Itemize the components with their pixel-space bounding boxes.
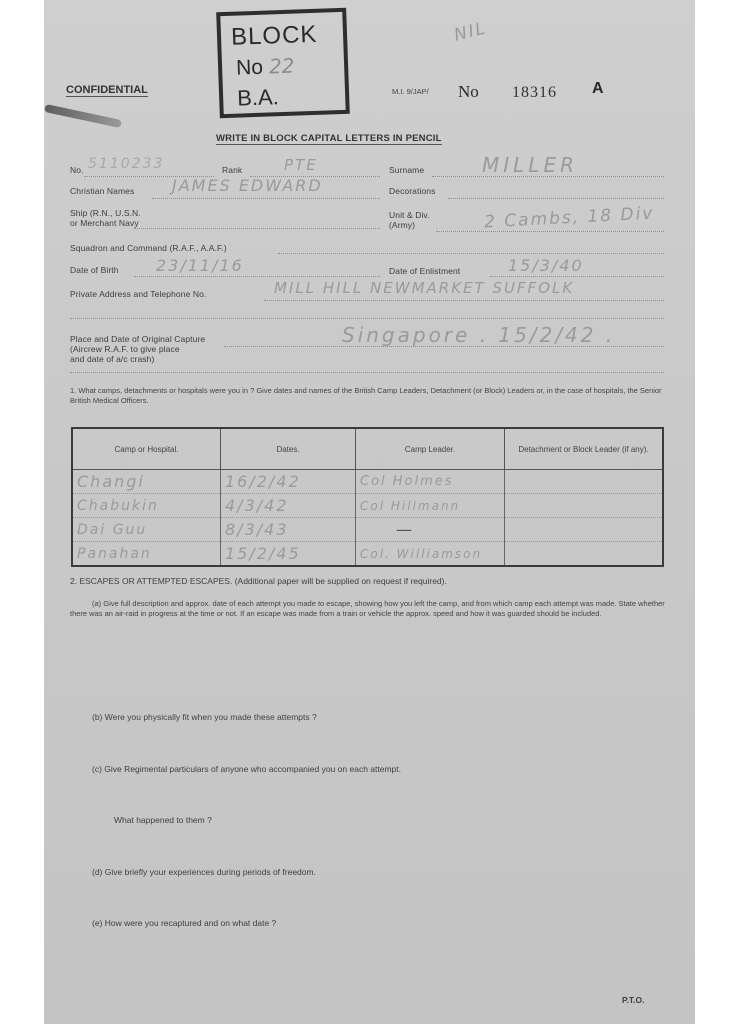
address-value: MILL HILL NEWMARKET SUFFOLK xyxy=(274,279,575,297)
col-camp-header: Camp or Hospital. xyxy=(72,428,221,470)
detachment-cell xyxy=(505,518,664,542)
question-2d: (d) Give briefly your experiences during periods of freedom. xyxy=(92,867,316,877)
leader-cell: — xyxy=(356,518,505,542)
block-stamp xyxy=(216,8,350,118)
surname-label: Surname xyxy=(389,165,425,175)
address-label: Private Address and Telephone No. xyxy=(70,289,207,299)
col-detachment-header: Detachment or Block Leader (if any). xyxy=(505,428,664,470)
unit-value: 2 Cambs, 18 Div xyxy=(483,203,655,233)
pto-label: P.T.O. xyxy=(622,995,645,1005)
paper-clip xyxy=(44,104,122,128)
leader-cell: Col Holmes xyxy=(356,470,505,494)
camp-cell: Panahan xyxy=(72,542,221,567)
no-label: No. xyxy=(70,165,84,175)
stamp-no-label: No xyxy=(235,55,264,80)
detachment-cell xyxy=(505,494,664,518)
camp-cell: Chabukin xyxy=(72,494,221,518)
camp-cell: Changi xyxy=(72,470,221,494)
table-row xyxy=(72,494,663,518)
stamp-block-number: 22 xyxy=(268,53,295,79)
christian-names-label: Christian Names xyxy=(70,186,135,196)
dates-cell: 15/2/45 xyxy=(221,542,356,567)
question-2a: (a) Give full description and approx. date of each attempt you made to escape, showing how you left the camp, and from which camp each attempt was made. State whether there was an air-raid in progress at the time or not. If an escape was made from a train or vehicle the approx. speed and how it was guarded should be included. xyxy=(70,599,665,618)
rank-label: Rank xyxy=(222,165,243,175)
camps-table xyxy=(71,427,664,567)
question-2c: (c) Give Regimental particulars of anyone who accompanied you on each attempt. xyxy=(92,764,401,774)
question-2c-followup: What happened to them ? xyxy=(114,815,212,825)
dates-cell: 16/2/42 xyxy=(221,470,356,494)
leader-cell: Col. Williamson xyxy=(356,542,505,567)
rank-value: PTE xyxy=(284,156,318,174)
capture-value: Singapore . 15/2/42 . xyxy=(342,323,616,347)
detachment-cell xyxy=(505,470,664,494)
question-1: 1. What camps, detachments or hospitals were you in ? Give dates and names of the British Camp Leaders, Detachment (or Block) Leaders or, in the case of hospitals, the Senior British Medical Officers. xyxy=(70,386,662,405)
number-label: No xyxy=(458,82,479,101)
col-leader-header: Camp Leader. xyxy=(356,428,505,470)
serial-number: 18316 xyxy=(512,84,557,101)
christian-names-value: JAMES EDWARD xyxy=(172,176,323,195)
table-row xyxy=(72,542,663,567)
dates-cell: 4/3/42 xyxy=(221,494,356,518)
question-2b: (b) Were you physically fit when you made these attempts ? xyxy=(92,712,317,722)
dob-value: 23/11/16 xyxy=(156,256,244,275)
table-header-row xyxy=(72,428,663,470)
dob-label: Date of Birth xyxy=(70,265,119,275)
instruction-heading: WRITE IN BLOCK CAPITAL LETTERS IN PENCIL xyxy=(216,133,442,144)
col-dates-header: Dates. xyxy=(221,428,356,470)
dates-cell: 8/3/43 xyxy=(221,518,356,542)
capture-label: Place and Date of Original Capture (Aircrew R.A.F. to give place and date of a/c crash) xyxy=(70,334,206,364)
decorations-label: Decorations xyxy=(389,186,436,196)
section-2-title: 2. ESCAPES OR ATTEMPTED ESCAPES. (Additional paper will be supplied on request if required). xyxy=(70,576,447,586)
enlistment-label: Date of Enlistment xyxy=(389,266,461,276)
nil-annotation: NIL xyxy=(452,18,490,46)
camp-cell: Dai Guu xyxy=(72,518,221,542)
question-2e: (e) How were you recaptured and on what date ? xyxy=(92,918,277,928)
form-page xyxy=(44,0,695,1024)
table-row xyxy=(72,518,663,542)
stamp-line-1: BLOCK xyxy=(230,20,318,51)
reference-prefix: M.I. 9/JAP/ xyxy=(392,87,429,96)
unit-label: Unit & Div. (Army) xyxy=(389,210,430,230)
ship-label: Ship (R.N., U.S.N. or Merchant Navy xyxy=(70,208,141,228)
detachment-cell xyxy=(505,542,664,567)
stamp-line-3: B.A. xyxy=(236,84,280,111)
table-row xyxy=(72,470,663,494)
stamp-line-2 xyxy=(236,54,295,81)
leader-cell: Col Hillmann xyxy=(356,494,505,518)
surname-value: MILLER xyxy=(482,153,578,177)
no-value: 5110233 xyxy=(88,156,165,172)
serial-suffix: A xyxy=(592,80,604,97)
squadron-label: Squadron and Command (R.A.F., A.A.F.) xyxy=(70,243,227,253)
enlistment-value: 15/3/40 xyxy=(508,256,584,275)
confidential-label: CONFIDENTIAL xyxy=(66,84,148,96)
